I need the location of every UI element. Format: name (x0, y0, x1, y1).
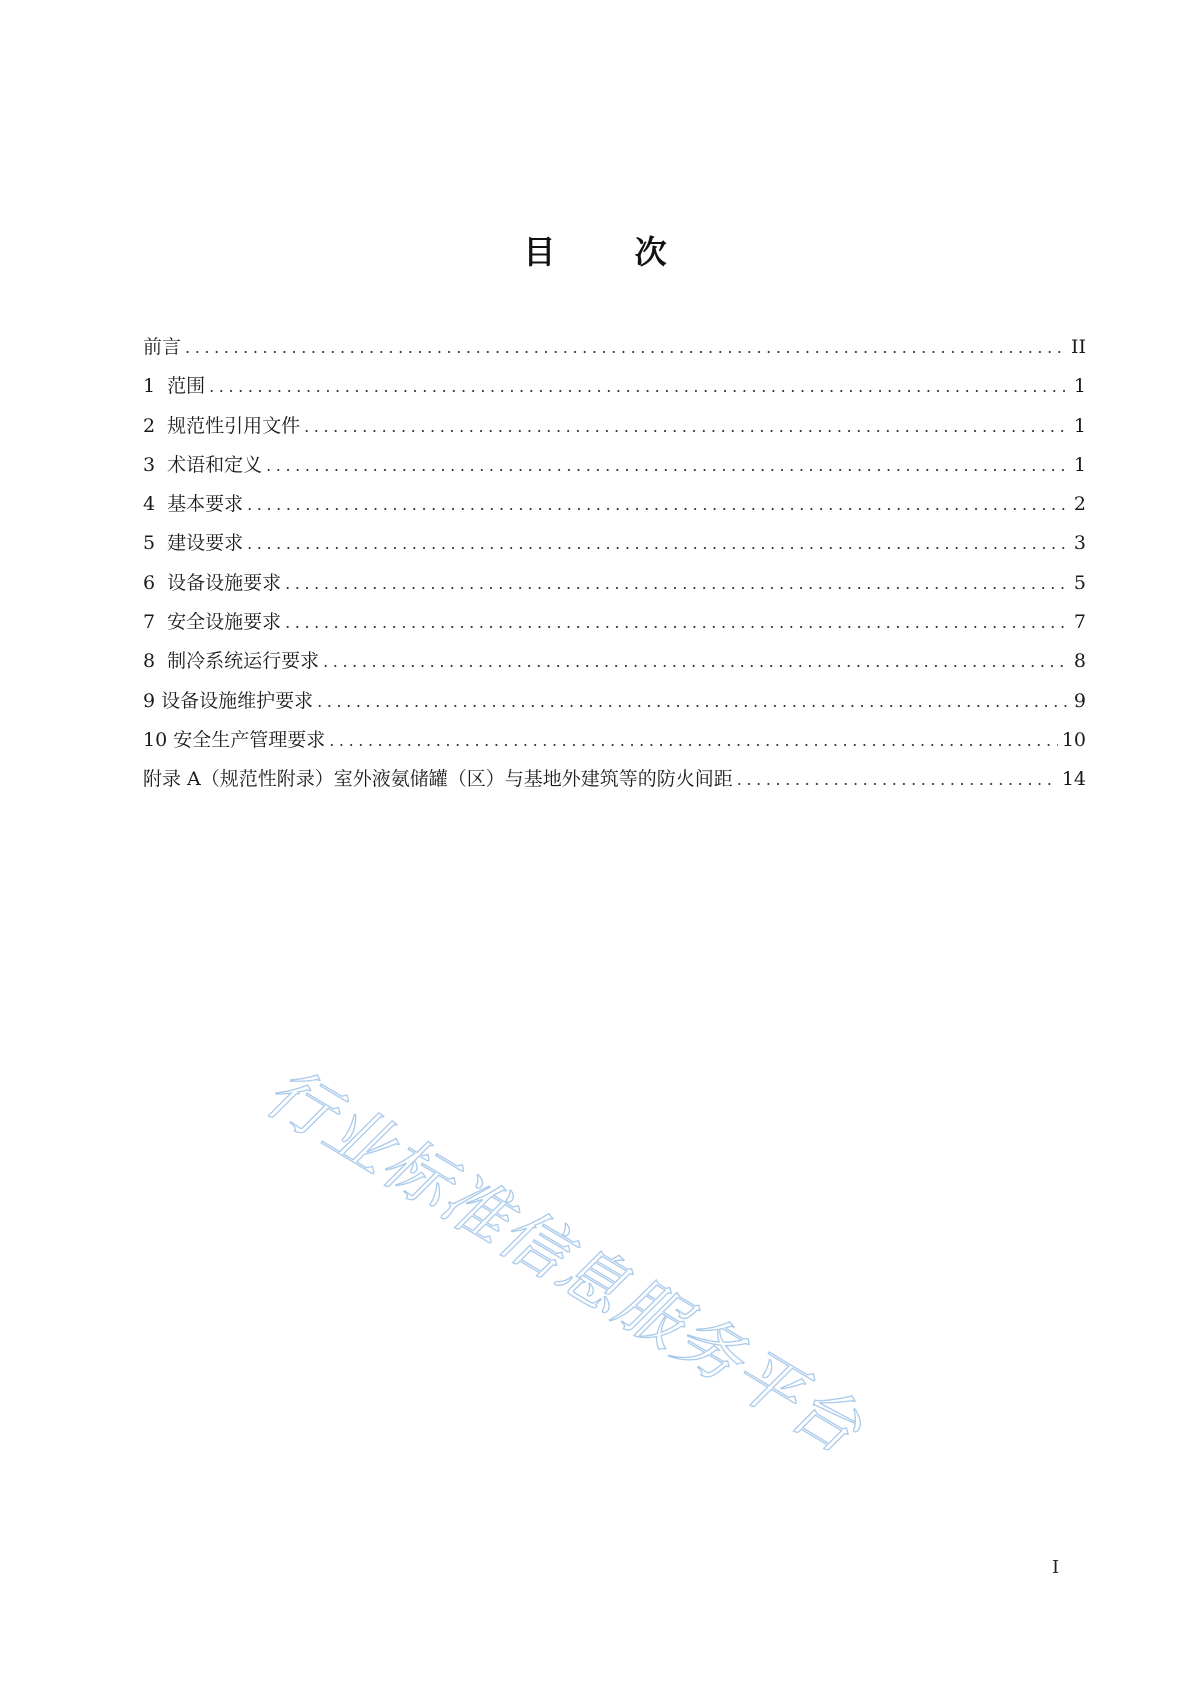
toc-entry-10[interactable] (143, 727, 1086, 766)
dot-leader (737, 767, 1058, 793)
table-of-contents (143, 334, 1086, 806)
dot-leader (185, 335, 1067, 361)
dot-leader (209, 374, 1070, 400)
toc-entry-page: 2 (1073, 493, 1086, 516)
toc-entry-6[interactable] (143, 570, 1086, 609)
toc-entry-4[interactable] (143, 491, 1086, 530)
toc-entry-7[interactable] (143, 609, 1086, 648)
toc-entry-page: 5 (1073, 571, 1086, 594)
toc-entry-page: II (1070, 336, 1086, 358)
toc-entry-page: 1 (1073, 375, 1086, 398)
toc-entry-number: 6 (143, 571, 156, 594)
toc-entry-label: 术语和定义 (167, 453, 263, 476)
watermark: 行业标准信息服务平台 (252, 1052, 876, 1470)
toc-entry-label: 前言 (143, 336, 182, 358)
toc-entry-label: 附录 A（规范性附录）室外液氨储罐（区）与基地外建筑等的防火间距 (143, 768, 733, 791)
dot-leader (247, 531, 1070, 557)
toc-entry-label: 设备设施要求 (167, 571, 282, 594)
dot-leader (323, 649, 1070, 675)
dot-leader (329, 728, 1058, 754)
dot-leader (304, 414, 1070, 440)
page-title: 目 次 (523, 233, 701, 271)
dot-leader (285, 610, 1070, 636)
toc-entry-page: 8 (1073, 650, 1086, 673)
toc-entry-number: 2 (143, 414, 156, 437)
toc-entry-2[interactable] (143, 413, 1086, 452)
toc-entry-page: 10 (1061, 728, 1086, 751)
toc-entry-label: 范围 (167, 375, 206, 398)
dot-leader (247, 492, 1070, 518)
toc-entry-appendix-a[interactable] (143, 766, 1086, 805)
toc-entry-page: 9 (1073, 689, 1086, 712)
toc-entry-page: 14 (1061, 768, 1086, 791)
toc-entry-label: 制冷系统运行要求 (167, 650, 320, 673)
toc-entry-8[interactable] (143, 648, 1086, 687)
toc-entry-page: 1 (1073, 414, 1086, 437)
toc-entry-number: 10 (143, 728, 168, 751)
toc-entry-label: 安全设施要求 (167, 611, 282, 634)
toc-entry-3[interactable] (143, 452, 1086, 491)
toc-entry-label: 安全生产管理要求 (173, 728, 326, 751)
toc-entry-label: 基本要求 (167, 493, 244, 516)
toc-entry-1[interactable] (143, 373, 1086, 412)
toc-entry-page: 3 (1073, 532, 1086, 555)
toc-entry-5[interactable] (143, 530, 1086, 569)
toc-entry-foreword[interactable] (143, 334, 1086, 373)
dot-leader (285, 571, 1070, 597)
toc-entry-number: 1 (143, 375, 156, 398)
toc-entry-number: 4 (143, 493, 156, 516)
dot-leader (317, 689, 1070, 715)
toc-entry-number: 5 (143, 532, 156, 555)
toc-entry-9[interactable] (143, 688, 1086, 727)
dot-leader (266, 453, 1070, 479)
page-number: I (1052, 1557, 1060, 1578)
toc-entry-number: 9 (143, 689, 156, 712)
toc-entry-label: 规范性引用文件 (167, 414, 301, 437)
toc-entry-number: 3 (143, 453, 156, 476)
toc-entry-label: 建设要求 (167, 532, 244, 555)
toc-entry-page: 1 (1073, 453, 1086, 476)
toc-entry-number: 7 (143, 611, 156, 634)
toc-entry-page: 7 (1073, 611, 1086, 634)
toc-entry-label: 设备设施维护要求 (161, 689, 314, 712)
toc-entry-number: 8 (143, 650, 156, 673)
